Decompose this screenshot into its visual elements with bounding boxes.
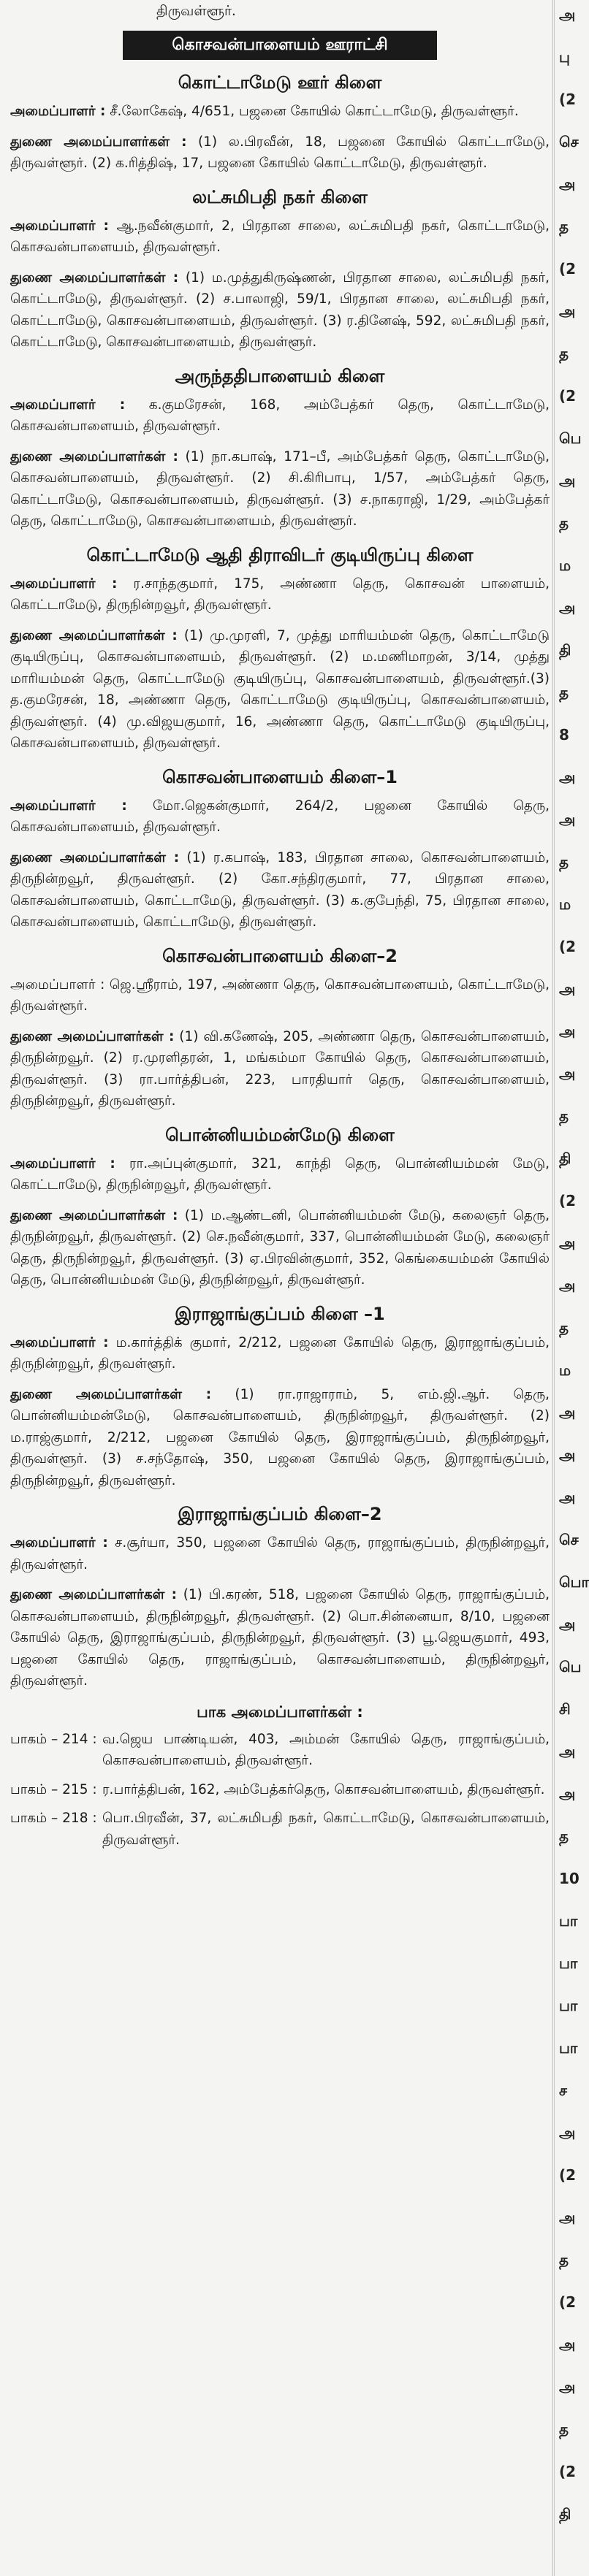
strip-fragment: அ xyxy=(559,472,576,489)
strip-fragment: அ xyxy=(559,2336,576,2353)
organizer-entry xyxy=(10,795,550,838)
strip-fragment: செ xyxy=(559,133,579,150)
strip-fragment: அ xyxy=(559,980,576,998)
deputies-label: துணை அமைப்பாளர்கள் : xyxy=(10,1028,175,1044)
continuation-line: திருவள்ளூர். xyxy=(156,3,236,19)
strip-fragment: அ xyxy=(559,1446,576,1464)
strip-fragment: த xyxy=(559,2420,569,2438)
strip-fragment: த xyxy=(559,1827,569,1845)
strip-fragment: பா xyxy=(559,1954,578,1972)
bagam-label: பாகம் – 218 : xyxy=(10,1811,97,1826)
strip-fragment: (2 xyxy=(559,938,577,955)
strip-fragment: பெ xyxy=(559,1658,582,1675)
deputies-entry xyxy=(10,1026,550,1112)
column-divider xyxy=(552,0,553,2576)
organizer-label: அமைப்பாளர் : xyxy=(10,976,105,993)
deputies-value: (1) ம.முத்துகிருஷ்ணன், பிரதான சாலை, லட்சுமிபதி நகர், கொட்டாமேடு, திருவள்ளூர். (2) ச.பாலாஜி, 59/1, பிரதான சாலை, லட்சுமிபதி நகர், கொட்டாமேடு, கொசவன்பாளையம், திருவள்ளூர். (3) ர.தினேஷ், 592, லட்சுமிபதி நகர், கொட்டாமேடு, கொசவன்பாளையம், திருவள்ளூர். xyxy=(10,270,550,350)
deputies-value: (1) வி.கணேஷ், 205, அண்ணா தெரு, கொசவன்பாளையம், திருநின்றவூர். (2) ர.முரளிதரன், 1, மங்கம்மா கோயில் தெரு, கொசவன்பாளையம், திருவள்ளூர். (3) ரா.பார்த்திபன், 223, பாரதியார் தெரு, கொசவன்பாளையம், திருநின்றவூர், திருவள்ளூர். xyxy=(10,1028,550,1109)
deputies-entry xyxy=(10,1384,550,1492)
branch-title: இராஜாங்குப்பம் கிளை–2 xyxy=(178,1504,382,1524)
deputies-entry xyxy=(10,446,550,532)
organizer-entry xyxy=(10,101,550,123)
strip-fragment: அ xyxy=(559,1785,576,1803)
strip-fragment: த xyxy=(559,1319,569,1337)
bagam-row xyxy=(10,1729,550,1772)
strip-fragment: அ xyxy=(559,302,576,320)
organizer-value: ஆ.நவீன்குமார், 2, பிரதான சாலை, லட்சுமிபதி நகர், கொட்டாமேடு, கொசவன்பாளையம், திருவள்ளூர். xyxy=(10,218,550,255)
strip-fragment: அ xyxy=(559,1743,576,1760)
deputies-value: (1) ரா.ராஜாராம், 5, எம்.ஜி.ஆர். தெரு, பொன்னியம்மன்மேடு, கொசவன்பாளையம், திருநின்றவூர், திருவள்ளூர். (2) ம.ராஜ்குமார், 2/212, பஜனை கோயில் தெரு, இராஜாங்குப்பம், திருநின்றவூர், திருவள்ளூர். (3) ச.சந்தோஷ், 350, பஜனை கோயில் தெரு, இராஜாங்குப்பம், திருநின்றவூர், திருவள்ளூர். xyxy=(10,1386,550,1488)
organizer-entry xyxy=(10,1332,550,1375)
organizer-entry xyxy=(10,573,550,616)
deputies-entry xyxy=(10,847,550,933)
deputies-entry xyxy=(10,267,550,353)
deputies-value: (1) மு.முரளி, 7, முத்து மாரியம்மன் தெரு, கொட்டாமேடு குடியிருப்பு, கொசவன்பாளையம், திருவள்ளூர். (2) ம.மணிமாறன், 3/14, முத்து மாரியம்மன் தெரு, கொட்டாமேடு குடியிருப்பு, கொசவன்பாளையம், திருவள்ளூர்.(3) த.குமரேசன், 18, அண்ணா தெரு, கொட்டாமேடு குடியிருப்பு, கொசவன்பாளையம், திருவள்ளூர். (4) மு.விஜயகுமார், 16, அண்ணா தெரு, கொட்டாமேடு குடியிருப்பு, கொசவன்பாளையம், திருவள்ளூர். xyxy=(10,627,550,751)
strip-fragment: பா xyxy=(559,1997,578,2014)
organizer-value: ஜெ.ஸ்ரீராம், 197, அண்ணா தெரு, கொசவன்பாளையம், கொட்டாமேடு, திருவள்ளூர். xyxy=(10,976,550,1014)
strip-fragment: த xyxy=(559,1107,569,1125)
organizer-label: அமைப்பாளர் : xyxy=(10,1334,109,1350)
deputies-label: துணை அமைப்பாளர்கள் : xyxy=(10,448,178,465)
strip-fragment: ம xyxy=(559,1361,571,1379)
branch-title: லட்சுமிபதி நகர் கிளை xyxy=(192,186,368,207)
strip-fragment: ச xyxy=(559,2082,568,2099)
deputies-value: (1) பி.கரண், 518, பஜனை கோயில் தெரு, ராஜாங்குப்பம், கொசவன்பாளையம், திருநின்றவூர், திருவள்ளூர். (2) பொ.சின்னையா, 8/10, பஜனை கோயில் தெரு, இராஜாங்குப்பம், திருநின்றவூர், திருவள்ளூர். (3) பூ.ஜெயகுமார், 493, பஜனை கோயில் தெரு, ராஜாங்குப்பம், கொசவன்பாளையம், திருநின்றவூர், திருவள்ளூர். xyxy=(10,1587,550,1689)
organizer-label: அமைப்பாளர் : xyxy=(10,576,118,592)
organizer-label: அமைப்பாளர் : xyxy=(10,1155,115,1172)
organizer-entry xyxy=(10,1532,550,1575)
main-column xyxy=(10,0,550,1858)
deputies-label: துணை அமைப்பாளர்கள் : xyxy=(10,270,179,286)
deputies-label: துணை அமைப்பாளர்கள் : xyxy=(10,627,178,643)
branch-title: கொசவன்பாளையம் கிளை–2 xyxy=(162,945,398,966)
strip-fragment: பெ xyxy=(559,429,582,447)
strip-fragment: அ xyxy=(559,2378,576,2396)
strip-fragment: அ xyxy=(559,175,576,193)
strip-fragment: ம xyxy=(559,557,571,574)
strip-fragment: த xyxy=(559,345,569,362)
bagam-row xyxy=(10,1808,550,1851)
organizer-label: அமைப்பாளர் : xyxy=(10,1535,108,1551)
strip-fragment: (2 xyxy=(559,2166,577,2184)
organizer-value: சீ.லோகேஷ், 4/651, பஜனை கோயில் கொட்டாமேடு, திருவள்ளூர். xyxy=(105,104,519,119)
organizer-entry xyxy=(10,1153,550,1196)
organizer-value: க.குமரேசன், 168, அம்பேத்கர் தெரு, கொட்டாமேடு, கொசவன்பாளையம், திருவள்ளூர். xyxy=(10,397,550,434)
strip-fragment: (2 xyxy=(559,1192,577,1209)
deputies-label: துணை அமைப்பாளர்கள் : xyxy=(10,849,180,865)
organizer-label: அமைப்பாளர் : xyxy=(10,104,106,119)
branch-title: கொட்டாமேடு ஆதி திராவிடர் குடியிருப்பு கிளை xyxy=(86,544,474,565)
strip-fragment: அ xyxy=(559,811,576,828)
strip-fragment: (2 xyxy=(559,2293,577,2311)
adjacent-column-fragment xyxy=(554,0,589,2576)
strip-fragment: (2 xyxy=(559,260,577,278)
deputies-label: துணை அமைப்பாளர்கள் : xyxy=(10,1587,178,1602)
strip-fragment: (2 xyxy=(559,2463,577,2480)
strip-fragment: அ xyxy=(559,1616,576,1633)
bagam-value: ர.பார்த்திபன், 162, அம்பேத்கர்தெரு, கொசவன்பாளையம், திருவள்ளூர். xyxy=(102,1781,545,1797)
bagam-row xyxy=(10,1779,550,1801)
strip-fragment: அ xyxy=(559,599,576,616)
strip-fragment: த xyxy=(559,514,569,532)
deputies-entry xyxy=(10,1205,550,1291)
organizer-value: ம.கார்த்திக் குமார், 2/212, பஜனை கோயில் தெரு, இராஜாங்குப்பம், திருநின்றவூர், திருவள்ளூர். xyxy=(10,1334,550,1372)
strip-fragment: பு xyxy=(559,48,570,66)
strip-fragment: செ xyxy=(559,1531,579,1548)
deputies-entry xyxy=(10,1584,550,1692)
deputies-entry xyxy=(10,131,550,175)
branch-title: கொட்டாமேடு ஊர் கிளை xyxy=(178,72,382,93)
strip-fragment: (2 xyxy=(559,91,577,108)
deputies-value: (1) ல.பிரவீன், 18, பஜனை கோயில் கொட்டாமேடு, திருவள்ளூர். (2) க.ரித்திஷ், 17, பஜனை கோயில் கொட்டாமேடு, திருவள்ளூர். xyxy=(10,134,550,171)
deputies-label: துணை அமைப்பாளர்கள் : xyxy=(10,134,187,150)
bagam-label: பாகம் – 215 : xyxy=(10,1781,97,1797)
branch-title: பொன்னியம்மன்மேடு கிளை xyxy=(165,1124,395,1145)
deputies-label: துணை அமைப்பாளர்கள் : xyxy=(10,1207,178,1223)
bagam-list xyxy=(10,1729,550,1851)
bagam-heading: பாக அமைப்பாளர்கள் : xyxy=(197,1702,363,1721)
bagam-label: பாகம் – 214 : xyxy=(10,1731,97,1747)
organizer-value: ர.சாந்தகுமார், 175, அண்ணா தெரு, கொசவன் பாளையம், கொட்டாமேடு, திருநின்றவூர், திருவள்ளூர். xyxy=(10,576,550,613)
organizer-label: அமைப்பாளர் : xyxy=(10,798,127,814)
strip-fragment: அ xyxy=(559,1488,576,1506)
strip-fragment: 10 xyxy=(559,1870,580,1887)
strip-fragment: அ xyxy=(559,6,576,23)
strip-fragment: அ xyxy=(559,2209,576,2226)
strip-fragment: அ xyxy=(559,768,576,786)
strip-fragment: 8 xyxy=(559,726,569,744)
strip-fragment: அ xyxy=(559,1277,576,1294)
organizer-entry xyxy=(10,215,550,259)
branch-title: அருந்ததிபாளையம் கிளை xyxy=(175,365,385,386)
bagam-value: வ.ஜெய பாண்டியன், 403, அம்மன் கோயில் தெரு, ராஜாங்குப்பம், கொசவன்பாளையம், திருவள்ளூர். xyxy=(102,1731,550,1768)
deputies-value: (1) ம.ஆண்டனி, பொன்னியம்மன் மேடு, கலைஞர் தெரு, திருநின்றவூர், திருவள்ளூர். (2) செ.நவீன்குமார், 337, பொன்னியம்மன் மேடு, கலைஞர் தெரு, திருநின்றவூர், திருவள்ளூர். (3) ஏ.பிரவின்குமார், 352, கெங்கையம்மன் கோயில் தெரு, பொன்னியம்மன் மேடு, திருநின்றவூர், திருவள்ளூர். xyxy=(10,1207,550,1288)
strip-fragment: த xyxy=(559,2251,569,2269)
branch-title: கொசவன்பாளையம் கிளை–1 xyxy=(162,766,398,787)
strip-fragment: அ xyxy=(559,1023,576,1040)
strip-fragment: அ xyxy=(559,1234,576,1252)
deputies-value: (1) நா.கபாஷ், 171–பீ, அம்பேத்கர் தெரு, கொட்டாமேடு, கொசவன்பாளையம், திருவள்ளூர். (2) சி.கிரிபாபு, 1/57, அம்பேத்கர் தெரு, கொட்டாமேடு, கொசவன்பாளையம், திருவள்ளூர். (3) ச.நாகராஜி, 1/29, அம்பேத்கர் தெரு, கொட்டாமேடு, கொசவன்பாளையம், திருவள்ளூர். xyxy=(10,448,550,529)
branch-list xyxy=(10,70,550,1692)
bagam-value: பொ.பிரவீன், 37, லட்சுமிபதி நகர், கொட்டாமேடு, கொசவன்பாளையம், திருவள்ளூர். xyxy=(102,1811,550,1848)
strip-fragment: அ xyxy=(559,1065,576,1082)
strip-fragment: தி xyxy=(559,1150,571,1167)
branch-title: இராஜாங்குப்பம் கிளை –1 xyxy=(175,1303,385,1324)
strip-fragment: அ xyxy=(559,1404,576,1421)
organizer-entry xyxy=(10,974,550,1017)
organizer-label: அமைப்பாளர் : xyxy=(10,218,109,234)
strip-fragment: பா xyxy=(559,1912,578,1930)
strip-fragment: த xyxy=(559,218,569,235)
strip-fragment: தி xyxy=(559,641,571,659)
strip-fragment: பா xyxy=(559,2039,578,2057)
organizer-value: மோ.ஜெகன்குமார், 264/2, பஜனை கோயில் தெரு, கொசவன்பாளையம், திருவள்ளூர். xyxy=(10,798,550,835)
strip-fragment: (2 xyxy=(559,387,577,405)
strip-fragment: பொ xyxy=(559,1573,589,1591)
strip-fragment: அ xyxy=(559,2124,576,2141)
strip-fragment: ம xyxy=(559,895,571,913)
deputies-label: துணை அமைப்பாளர்கள் : xyxy=(10,1386,212,1402)
organizer-entry xyxy=(10,394,550,437)
strip-fragment: த xyxy=(559,853,569,871)
deputies-value: (1) ர.கபாஷ், 183, பிரதான சாலை, கொசவன்பாளையம், திருநின்றவூர், திருவள்ளூர். (2) கோ.சந்திரகுமார், 77, பிரதான சாலை, கொசவன்பாளையம், கொட்டாமேடு, திருவள்ளூர். (3) க.குபேந்தி, 75, பிரதான சாலை, கொசவன்பாளையம், கொட்டாமேடு, திருவள்ளூர். xyxy=(10,849,550,930)
organizer-value: ரா.அப்புன்குமார், 321, காந்தி தெரு, பொன்னியம்மன் மேடு, கொட்டாமேடு, திருநின்றவூர், திருவள்ளூர். xyxy=(10,1155,550,1193)
strip-fragment: தி xyxy=(559,2505,571,2523)
organizer-label: அமைப்பாளர் : xyxy=(10,397,126,413)
strip-fragment: சி xyxy=(559,1700,571,1718)
section-banner: கொசவன்பாளையம் ஊராட்சி xyxy=(123,31,437,60)
organizer-value: ச.சூர்யா, 350, பஜனை கோயில் தெரு, ராஜாங்குப்பம், திருநின்றவூர், திருவள்ளூர். xyxy=(10,1535,550,1572)
deputies-entry xyxy=(10,625,550,754)
strip-fragment: த xyxy=(559,684,569,701)
